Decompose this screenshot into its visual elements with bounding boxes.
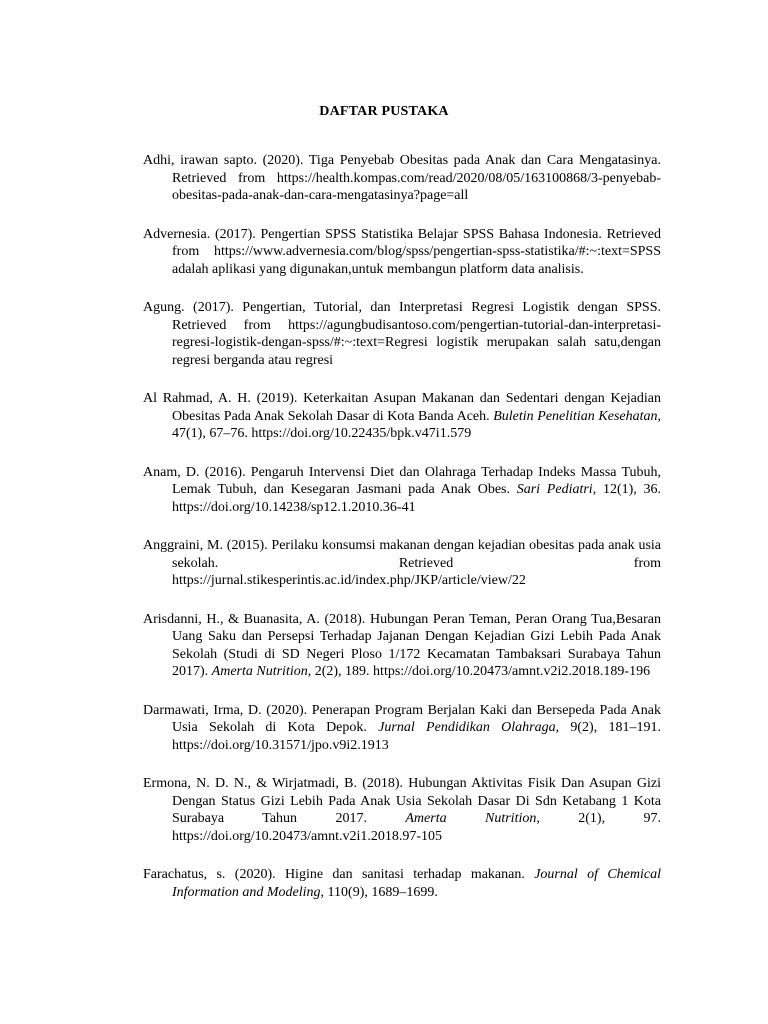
- reference-text: Anggraini, M. (2015). Perilaku konsumsi makanan dengan kejadian obesitas pada anak usia sekolah. Retrieved from https://jurnal.stikesperintis.ac.id/index.php/JKP/article/view/22: [143, 538, 661, 588]
- reference-source: Buletin Penelitian Kesehatan: [493, 408, 658, 424]
- reference-text: Ermona, N. D. N., & Wirjatmadi, B. (2018). Hubungan Aktivitas Fisik Dan Asupan Gizi Dengan Status Gizi Lebih Pada Anak Usia Sekolah Dasar Di Sdn Ketabang 1 Kota Surabaya Tahun 2017.: [143, 776, 661, 826]
- reference-text: Arisdanni, H., & Buanasita, A. (2018). Hubungan Peran Teman, Peran Orang Tua,Besaran Uang Saku dan Persepsi Terhadap Jajanan Dengan Kejadian Gizi Lebih Pada Anak Sekolah (Studi di SD Negeri Ploso 1/172 Kecamatan Tambaksari Surabaya Tahun 2017).: [143, 611, 661, 679]
- reference-source: Amerta Nutrition: [211, 664, 308, 679]
- reference-text: Al Rahmad, A. H. (2019). Keterkaitan Asupan Makanan dan Sedentari dengan Kejadian Obesitas Pada Anak Sekolah Dasar di Kota Banda Aceh.: [143, 391, 661, 424]
- reference-text: Advernesia. (2017). Pengertian SPSS Statistika Belajar SPSS Bahasa Indonesia. Retrieved from https://www.advernesia.com/blog/spss/pengertian-spss-statistika/#:~:text=SPSS adalah aplikasi yang digunakan,untuk membangun platform data analisis.: [143, 226, 661, 277]
- reference-text: Agung. (2017). Pengertian, Tutorial, dan Interpretasi Regresi Logistik dengan SPSS. Retrieved from https://agungbudisantoso.com/pengertian-tutorial-dan-interpretasi-regresi-logistik-dengan-spss/#:~:text=Regresi logistik merupakan salah satu,dengan regresi berganda atau regresi: [143, 300, 661, 368]
- reference-entry: [143, 702, 661, 755]
- reference-text: Adhi, irawan sapto. (2020). Tiga Penyebab Obesitas pada Anak dan Cara Mengatasinya. Retrieved from https://health.kompas.com/read/2020/08/05/163100868/3-penyebab-obesitas-pada-anak-dan-cara-mengatasinya?page=all: [143, 153, 661, 203]
- reference-entry: [143, 152, 661, 205]
- reference-entry: [143, 537, 661, 590]
- reference-details: , 9(2), 181–191. https://doi.org/10.31571/jpo.v9i2.1913: [172, 720, 662, 753]
- reference-details: , 2(1), 97. https://doi.org/10.20473/amnt.v2i1.2018.97-105: [172, 811, 662, 844]
- reference-entry: [143, 464, 661, 517]
- reference-source: Journal of Chemical Information and Modeling: [172, 867, 661, 900]
- reference-text: Anam, D. (2016). Pengaruh Intervensi Diet dan Olahraga Terhadap Indeks Massa Tubuh, Lemak Tubuh, dan Kesegaran Jasmani pada Anak Obes.: [143, 464, 661, 497]
- reference-entry: [143, 390, 661, 443]
- reference-text: Darmawati, Irma, D. (2020). Penerapan Program Berjalan Kaki dan Bersepeda Pada Anak Usia Sekolah di Kota Depok.: [143, 702, 661, 735]
- reference-details: , 47(1), 67–76. https://doi.org/10.22435/bpk.v47i1.579: [172, 408, 662, 441]
- reference-source: Amerta Nutrition: [405, 811, 537, 826]
- reference-text: Farachatus, s. (2020). Higine dan sanitasi terhadap makanan.: [143, 867, 535, 882]
- reference-details: , 110(9), 1689–1699.: [320, 884, 438, 900]
- page-title: DAFTAR PUSTAKA: [319, 104, 449, 119]
- reference-list: [143, 152, 661, 922]
- reference-details: , 12(1), 36. https://doi.org/10.14238/sp12.1.2010.36-41: [172, 482, 662, 515]
- reference-source: Jurnal Pendidikan Olahraga: [378, 720, 556, 735]
- reference-entry: [143, 226, 661, 279]
- reference-source: Sari Pediatri: [516, 482, 593, 497]
- reference-entry: [143, 866, 661, 901]
- reference-entry: [143, 775, 661, 845]
- reference-details: , 2(2), 189. https://doi.org/10.20473/amnt.v2i2.2018.189-196: [307, 664, 651, 679]
- reference-entry: [143, 611, 661, 681]
- reference-entry: [143, 299, 661, 369]
